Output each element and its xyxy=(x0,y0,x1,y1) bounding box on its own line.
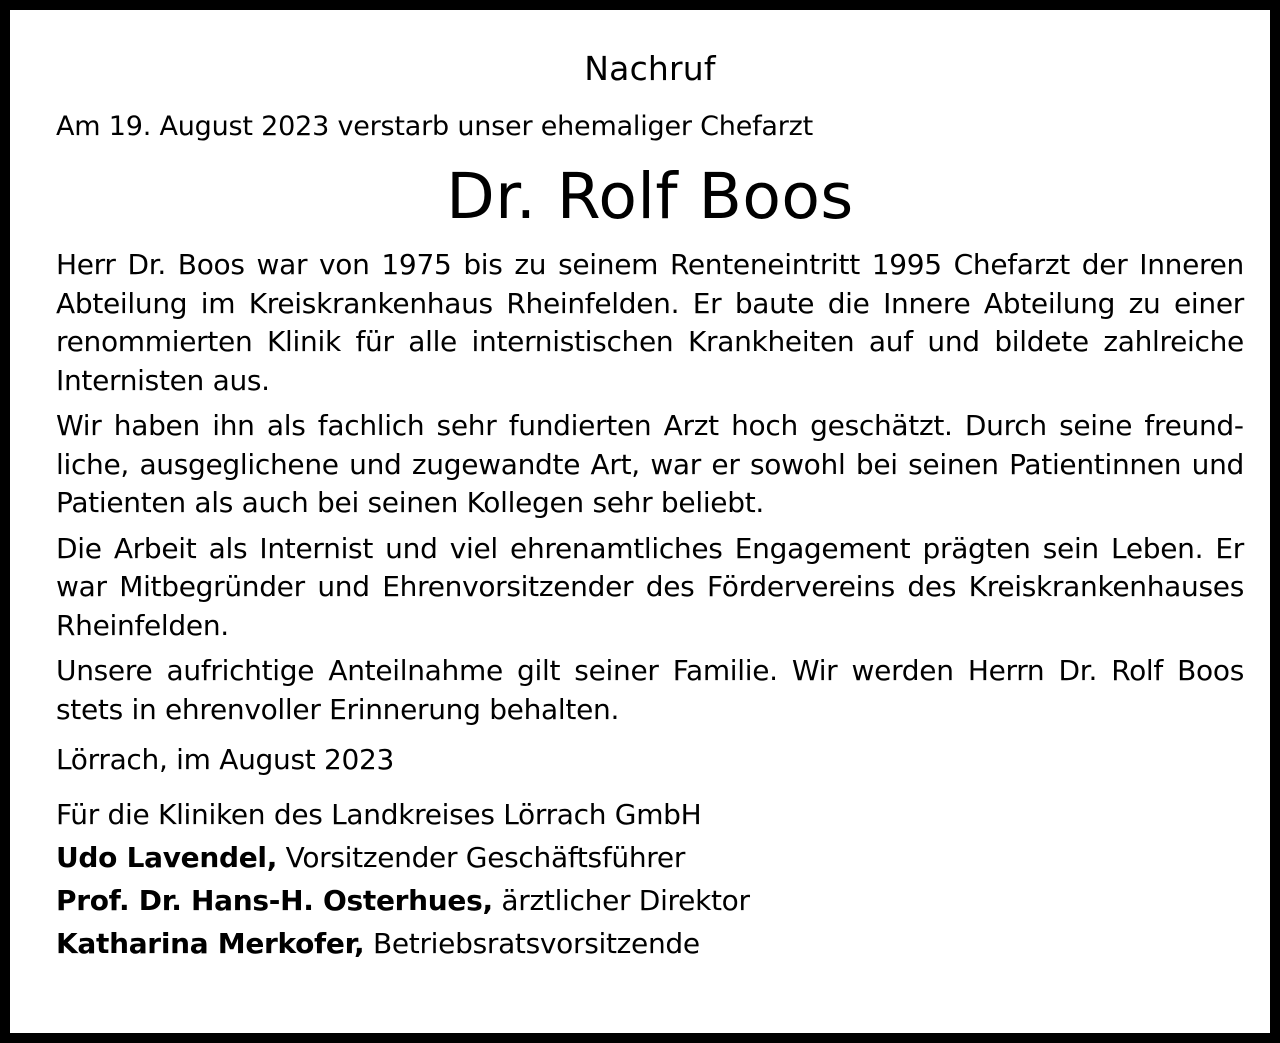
signer-role: ärztlicher Direktor xyxy=(492,884,750,917)
intro-line: Am 19. August 2023 verstarb unser ehemaliger Chefarzt xyxy=(56,111,814,142)
signer-name: Prof. Dr. Hans-H. Osterhues, xyxy=(56,884,493,917)
signature-block xyxy=(56,793,1244,965)
organization-line: Für die Kliniken des Landkreises Lörrach GmbH xyxy=(56,798,702,831)
signer-role: Vorsitzender Geschäftsführer xyxy=(277,841,686,874)
place-date: Lörrach, im August 2023 xyxy=(56,743,395,776)
signer-role: Betriebsratsvorsitzende xyxy=(364,927,700,960)
notice-heading: Nachruf xyxy=(584,49,716,88)
signer-name: Udo Lavendel, xyxy=(56,841,278,874)
paragraph-appreciation: Wir haben ihn als fachlich sehr fundierten Arzt hoch geschätzt. Durch seine freundliche, ausgeglichene und zugewandte Art, war er sowohl bei seinen Patientinnen und Patienten als auch bei seinen Kollegen sehr beliebt. xyxy=(56,409,1244,519)
deceased-name: Dr. Rolf Boos xyxy=(446,160,854,233)
signer-line xyxy=(56,836,1244,879)
paragraph-career: Herr Dr. Boos war von 1975 bis zu seinem Renteneintritt 1995 Chefarzt der Inneren Abteilung im Kreiskrankenhaus Rheinfelden. Er baute die Innere Abteilung zu einer renommierten Klinik für alle internistischen Krankheiten auf und bildete zahlreiche Internisten aus. xyxy=(56,248,1244,397)
obituary-content xyxy=(56,48,1244,965)
paragraph-condolence: Unsere aufrichtige Anteilnahme gilt seiner Familie. Wir werden Herrn Dr. Rolf Boos stets in ehrenvoller Erinnerung behalten. xyxy=(56,654,1244,726)
signer-name: Katharina Merkofer, xyxy=(56,927,365,960)
signer-line xyxy=(56,922,1244,965)
signer-line xyxy=(56,879,1244,922)
paragraph-engagement: Die Arbeit als Internist und viel ehrenamtliches Engagement prägten sein Leben. Er war Mitbegründer und Ehrenvorsitzender des Fördervereins des Kreiskrankenhauses Rheinfelden. xyxy=(56,531,1244,642)
